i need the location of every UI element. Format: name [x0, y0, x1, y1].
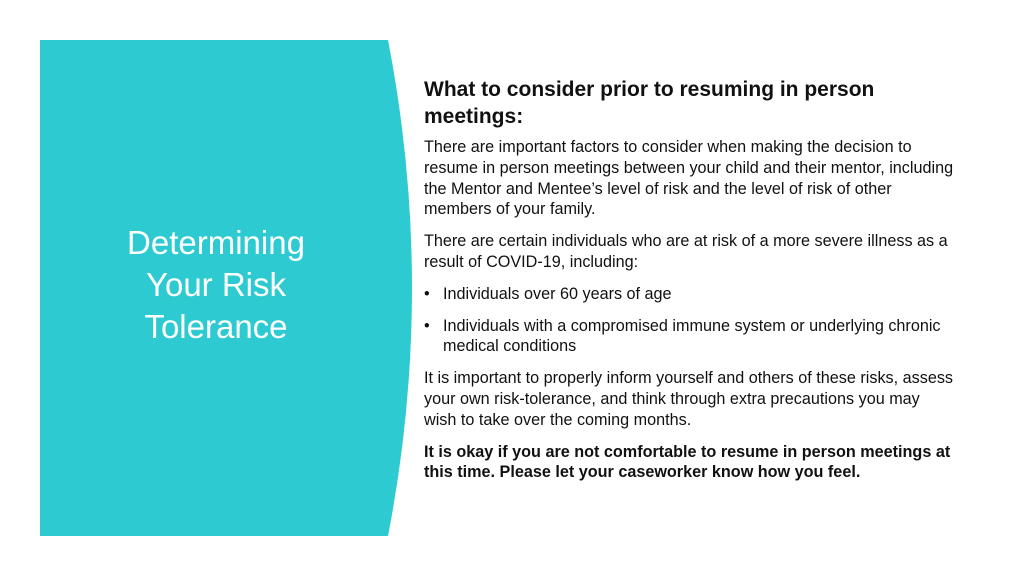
content-heading: What to consider prior to resuming in person meetings:	[424, 78, 875, 128]
list-item-text: Individuals with a compromised immune system or underlying chronic medical conditions	[443, 316, 941, 356]
list-item	[424, 284, 954, 305]
content-area	[424, 76, 954, 483]
side-title: Determining Your Risk Tolerance	[127, 224, 305, 345]
bullet-icon: •	[424, 284, 430, 303]
list-item	[424, 316, 954, 358]
risk-paragraph: There are certain individuals who are at risk of a more severe illness as a result of COVID-19, including:	[424, 232, 948, 271]
closing-note: It is okay if you are not comfortable to resume in person meetings at this time. Please let your caseworker know how you feel.	[424, 442, 951, 482]
bullet-icon: •	[424, 316, 430, 335]
intro-paragraph: There are important factors to consider when making the decision to resume in person meetings between your child and their mentor, including the Mentor and Mentee’s level of risk and the level of risk of other members of your family.	[424, 138, 954, 219]
precautions-paragraph: It is important to properly inform yourself and others of these risks, assess your own risk-tolerance, and think through extra precautions you may wish to take over the coming months.	[424, 369, 954, 429]
list-item-text: Individuals over 60 years of age	[443, 284, 672, 303]
risk-bullet-list	[424, 284, 954, 357]
